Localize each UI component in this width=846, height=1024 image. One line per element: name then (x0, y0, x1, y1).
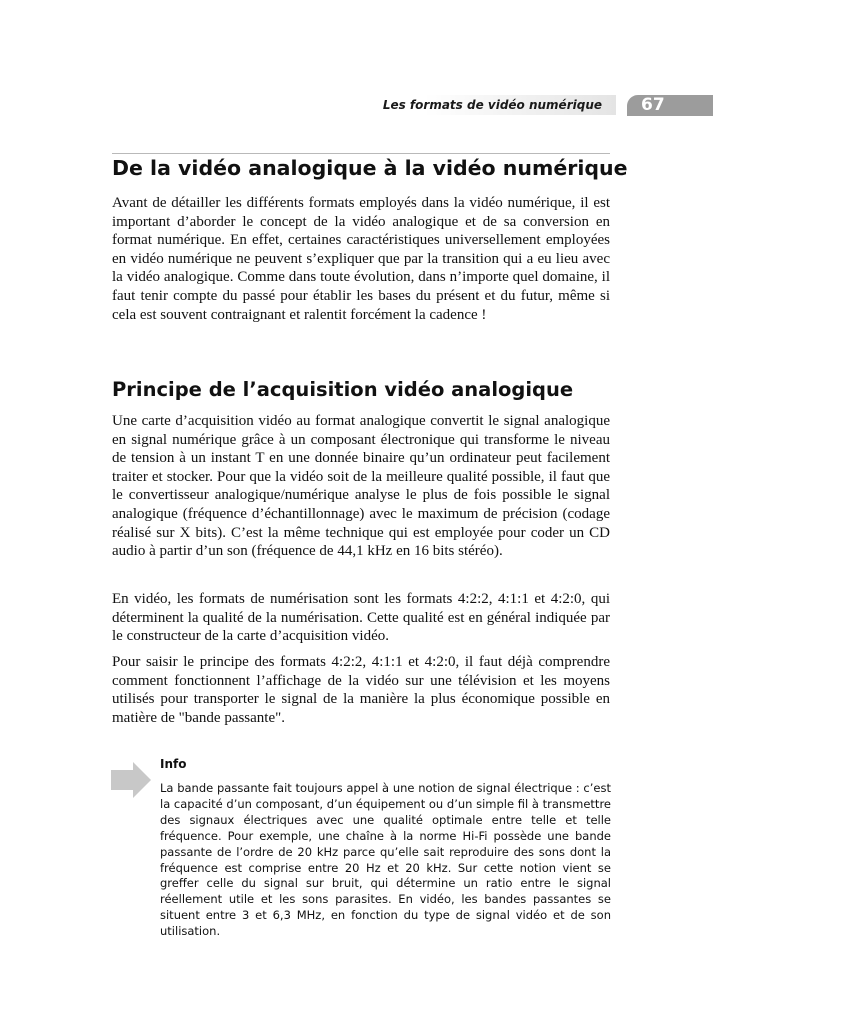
running-title: Les formats de vidéo numérique (112, 95, 616, 115)
paragraph-digitization-formats: En vidéo, les formats de numérisation sont les formats 4:2:2, 4:1:1 et 4:2:0, qui déterminent la qualité de la numérisation. Cette qualité est en général indiquée par le constructeur de la carte d’acquisition vidéo. (112, 591, 610, 645)
info-box-body: La bande passante fait toujours appel à une notion de signal électrique : c’est la capacité d’un composant, d’un équipement ou d’un simple fil à transmettre des signaux électriques avec une qualité optimale entre telle et telle fréquence. Pour exemple, une chaîne à la norme Hi-Fi possède une bande passante de l’ordre de 20 kHz parce qu’elle sait reproduire des sons dont la fréquence est comprise entre 20 Hz et 20 kHz. Sur cette notion vient se greffer celle du signal sur bruit, qui détermine un ratio entre le signal réellement utile et les sons parasites. En vidéo, les bandes passantes se situent entre 3 et 6,3 MHz, en fonction du type de signal vidéo et de son utilisation. (160, 781, 611, 939)
arrow-right-icon (111, 762, 151, 803)
info-box-title: Info (160, 757, 187, 771)
page-number: 67 (627, 95, 713, 116)
section-rule (112, 153, 610, 154)
paragraph-intro: Avant de détailler les différents formats employés dans la vidéo numérique, il est important d’aborder le concept de la vidéo analogique et de sa conversion en format numérique. En effet, certaines caractéristiques universellement employées en vidéo numérique ne peuvent s’expliquer que par la transition qui a eu lieu avec la vidéo analogique. Comme dans toute évolution, dans n’importe quel domaine, il faut tenir compte du passé pour établir les bases du présent et du futur, même si cela est souvent contraignant et ralentit forcément la cadence ! (112, 195, 610, 323)
paragraph-acquisition-card: Une carte d’acquisition vidéo au format analogique convertit le signal analogique en signal numérique grâce à un composant électronique qui transforme le niveau de tension à un instant T en une donnée binaire qu’un ordinateur peut facilement traiter et stocker. Pour que la vidéo soit de la meilleure qualité possible, il faut que le convertisseur analogique/numérique analyse le plus de fois possible le signal analogique (fréquence d’échantillonnage) avec le maximum de précision (codage réalisé sur X bits). C’est la même technique qui est employée pour coder un CD audio à partir d’un son (fréquence de 44,1 kHz en 16 bits stéréo). (112, 413, 610, 560)
section-heading-analog-to-digital: De la vidéo analogique à la vidéo numérique (112, 156, 628, 180)
section-heading-acquisition-principle: Principe de l’acquisition vidéo analogique (112, 378, 574, 401)
paragraph-bandwidth-intro: Pour saisir le principe des formats 4:2:2, 4:1:1 et 4:2:0, il faut déjà comprendre comment fonctionnent l’affichage de la vidéo sur une télévision et les moyens utilisés pour transporter le signal de la manière la plus économique possible en matière de "bande passante". (112, 654, 610, 726)
